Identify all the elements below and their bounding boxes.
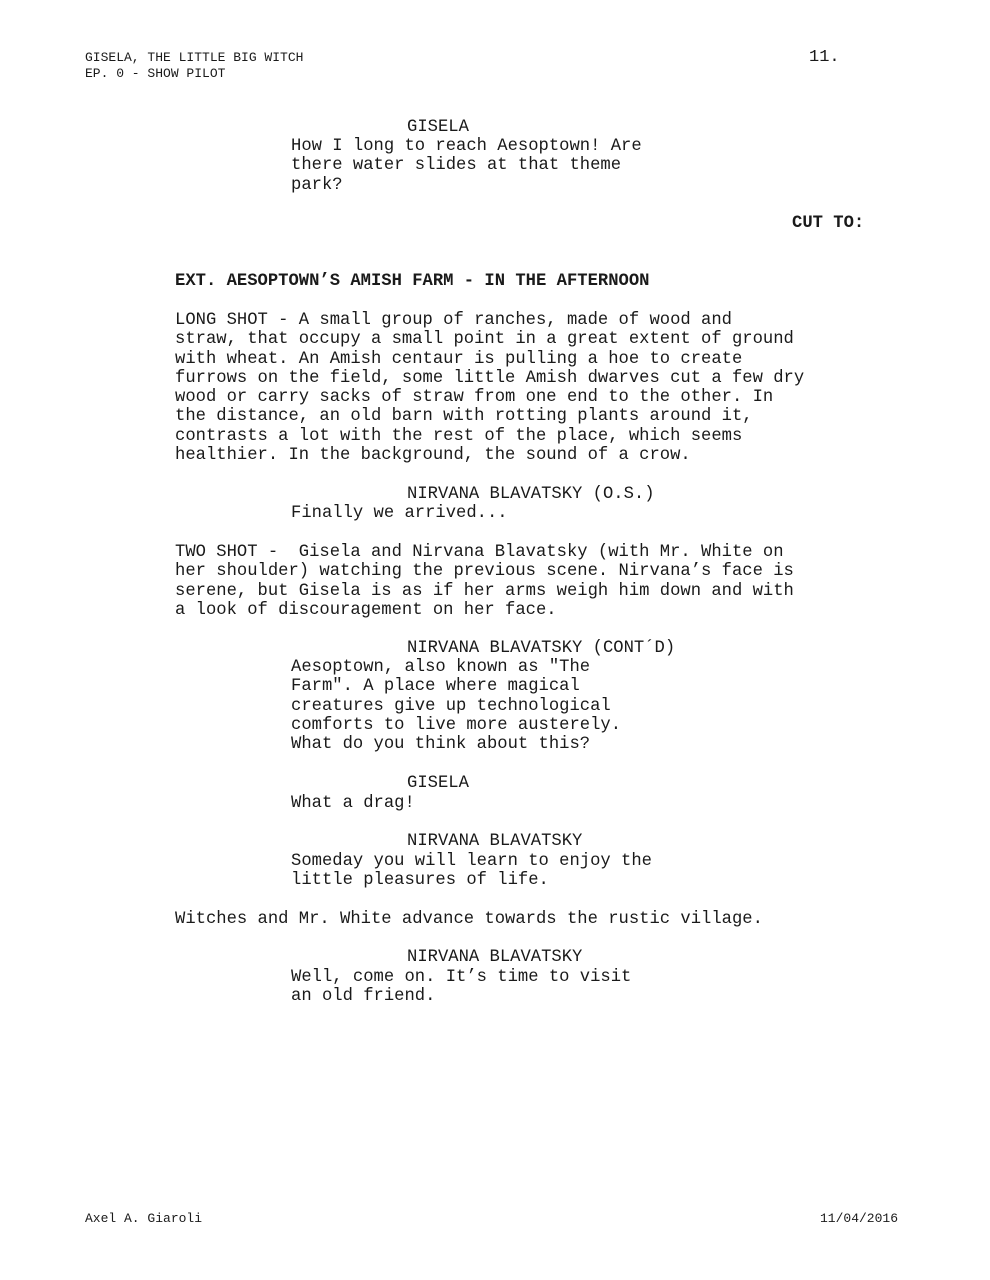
page-number: 11. [809, 48, 840, 67]
character-name: GISELA [407, 118, 469, 137]
character-name: NIRVANA BLAVATSKY (CONT´D) [407, 639, 676, 658]
character-name: GISELA [407, 774, 469, 793]
action-block: Witches and Mr. White advance towards the rustic village. [175, 910, 763, 929]
header-title: GISELA, THE LITTLE BIG WITCH [85, 50, 304, 65]
scene-heading: EXT. AESOPTOWN’S AMISH FARM - IN THE AFTERNOON [175, 272, 650, 291]
dialogue: How I long to reach Aesoptown! Are there water slides at that theme park? [291, 137, 642, 195]
dialogue: Someday you will learn to enjoy the little pleasures of life. [291, 852, 652, 891]
action-block: TWO SHOT - Gisela and Nirvana Blavatsky (with Mr. White on her shoulder) watching the previous scene. Nirvana’s face is serene, but Gisela is as if her arms weigh him down and with a look of discouragement on her face. [175, 543, 794, 620]
header-episode: EP. 0 - SHOW PILOT [85, 66, 226, 81]
character-name: NIRVANA BLAVATSKY [407, 832, 583, 851]
footer-author: Axel A. Giaroli [85, 1211, 203, 1226]
dialogue: What a drag! [291, 794, 415, 813]
dialogue: Well, come on. It’s time to visit an old friend. [291, 968, 632, 1007]
transition: CUT TO: [792, 214, 865, 233]
dialogue: Aesoptown, also known as "The Farm". A place where magical creatures give up technological comforts to live more austerely. What do you think about this? [291, 658, 622, 755]
character-name: NIRVANA BLAVATSKY [407, 948, 583, 967]
action-block: LONG SHOT - A small group of ranches, made of wood and straw, that occupy a small point in a great extent of ground with wheat. An Amish centaur is pulling a hoe to create furrows on the field, some little Amish dwarves cut a few dry wood or carry sacks of straw from one end to the other. In the distance, an old barn with rotting plants around it, contrasts a lot with the rest of the place, which seems healthier. In the background, the sound of a crow. [175, 311, 805, 466]
character-name: NIRVANA BLAVATSKY (O.S.) [407, 485, 655, 504]
dialogue: Finally we arrived... [291, 504, 508, 523]
footer-date: 11/04/2016 [820, 1211, 899, 1226]
